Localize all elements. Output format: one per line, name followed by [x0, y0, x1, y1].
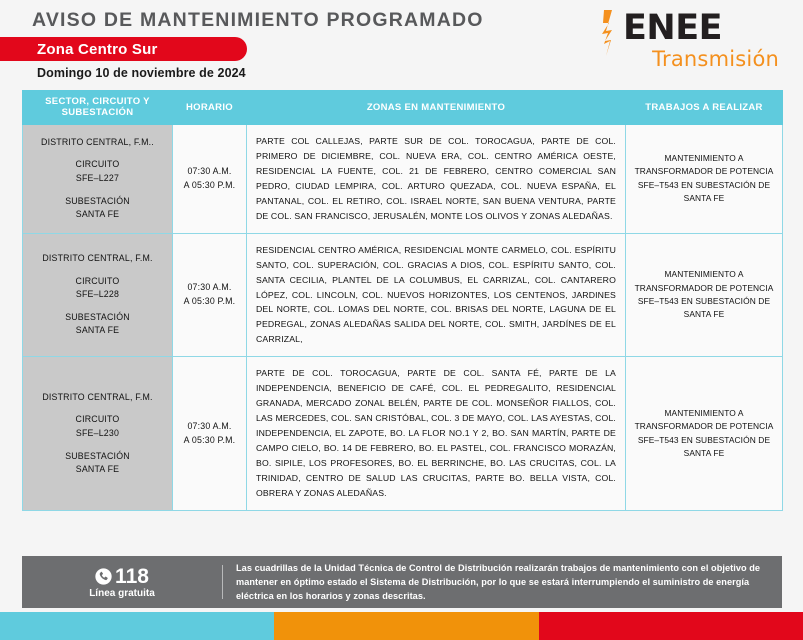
sector-district: DISTRITO CENTRAL, F.M.. [41, 136, 154, 147]
zone-badge-label: Zona Centro Sur [37, 40, 158, 58]
sector-subestacion-value: SANTA FE [75, 464, 120, 475]
footer-bar [22, 556, 782, 608]
sector-subestacion-label: SUBESTACIÓN [65, 195, 130, 206]
horario-end: A 05:30 P.M. [183, 434, 236, 445]
logo-main-row [599, 10, 779, 50]
notice-date: Domingo 10 de noviembre de 2024 [37, 66, 246, 80]
sector-subestacion-value: SANTA FE [75, 209, 120, 220]
logo-subtitle: Transmisión [652, 47, 779, 71]
spacer [29, 302, 166, 311]
sector-circuito-value: SFE–L227 [75, 172, 120, 183]
sector-district: DISTRITO CENTRAL, F.M. [42, 252, 153, 263]
column-header-horario: HORARIO [173, 91, 247, 125]
sector-circuito-label: CIRCUITO [75, 275, 120, 286]
table-row [23, 124, 783, 233]
spacer [29, 186, 166, 195]
enee-logo [599, 10, 779, 78]
hotline-block [22, 566, 222, 599]
color-band-orange [274, 612, 539, 640]
horario-end: A 05:30 P.M. [183, 179, 236, 190]
horario-start: 07:30 A.M. [187, 421, 232, 432]
table-row [23, 357, 783, 511]
sector-subestacion-value: SANTA FE [75, 325, 120, 336]
sector-circuito-label: CIRCUITO [75, 159, 120, 170]
sector-subestacion-label: SUBESTACIÓN [65, 450, 130, 461]
cell-horario [173, 357, 247, 511]
spacer [29, 404, 166, 413]
spacer [29, 266, 166, 275]
sector-circuito-value: SFE–L230 [75, 427, 120, 438]
page-title: AVISO DE MANTENIMIENTO PROGRAMADO [32, 9, 484, 31]
horario-end: A 05:30 P.M. [183, 295, 236, 306]
table-head [23, 91, 783, 125]
logo-name: ENEE [623, 8, 723, 48]
table-body [23, 124, 783, 510]
color-band-cyan [0, 612, 274, 640]
footer-note: Las cuadrillas de la Unidad Técnica de Control de Distribución realizarán trabajos de mantenimiento con el objetivo de mantener en óptimo estado el Sistema de Distribución, por lo que se estará interrumpiendo el suministro de energía eléctrica en los horarios y zonas descritas. [236, 562, 761, 602]
hotline-caption: Línea gratuita [89, 587, 155, 599]
cell-trabajos: MANTENIMIENTO A TRANSFORMADOR DE POTENCIA SFE–T543 EN SUBESTACIÓN DE SANTA FE [626, 233, 783, 357]
cell-trabajos: MANTENIMIENTO A TRANSFORMADOR DE POTENCIA SFE–T543 EN SUBESTACIÓN DE SANTA FE [626, 357, 783, 511]
maintenance-table-wrapper [22, 90, 782, 511]
horario-start: 07:30 A.M. [187, 282, 232, 293]
zone-badge [0, 37, 247, 61]
sector-district: DISTRITO CENTRAL, F.M. [42, 391, 153, 402]
cell-zonas: RESIDENCIAL CENTRO AMÉRICA, RESIDENCIAL MONTE CARMELO, COL. ESPÍRITU SANTO, COL. SUPERACIÓN, COL. GRACIAS A DIOS, COL. ESPÍRITU SANTO, COL. SANTA CECILIA, PLANTEL DE LA COLUMBUS, EL CARRIZAL, COL. CANTARERO LÓPEZ, COL. LINCOLN, COL. NUEVOS HORIZONTES, LOS CENTENOS, JARDINES DEL NORTE, COL. LOMAS DEL NORTE, COL. BRISAS DEL NORTE, LAGUNA DE EL PEDREGAL, ZONAS ALEDAÑAS SALIDA DEL NORTE, COL. SMITH, JARDÍNES DE EL CARRIZAL, [247, 233, 626, 357]
column-header-zonas: ZONAS EN MANTENIMIENTO [247, 91, 626, 125]
cell-sector [23, 233, 173, 357]
phone-icon [95, 568, 112, 585]
sector-circuito-label: CIRCUITO [75, 414, 120, 425]
maintenance-table [22, 90, 783, 511]
sector-circuito-value: SFE–L228 [75, 289, 120, 300]
lightning-bolt-icon [599, 10, 621, 56]
sector-subestacion-label: SUBESTACIÓN [65, 311, 130, 322]
cell-zonas: PARTE COL CALLEJAS, PARTE SUR DE COL. TOROCAGUA, PARTE DE COL. PRIMERO DE DICIEMBRE, COL. NUEVA ERA, COL. CENTRO AMÉRICA OESTE, RESIDENCIAL LA FUENTE, COL. 21 DE FEBRERO, CENTRO COMERCIAL SAN PEDRO, CIUDAD LEMPIRA, COL. ARTURO QUEZADA, COL. NUEVA ESPAÑA, EL PANTANAL, COL. EL RETIRO, COL. ISRAEL NORTE, SAN BUENA VENTURA, PARTE DE COL. SAN FRANCISCO, JERUSALÉN, MONTE LOS OLIVOS Y ZONAS ALEDAÑAS. [247, 124, 626, 233]
horario-start: 07:30 A.M. [187, 166, 232, 177]
table-row [23, 233, 783, 357]
cell-sector [23, 357, 173, 511]
cell-sector [23, 124, 173, 233]
hotline-number: 118 [115, 564, 149, 588]
cell-zonas: PARTE DE COL. TOROCAGUA, PARTE DE COL. SANTA FÉ, PARTE DE LA INDEPENDENCIA, BENEFICIO DE CAFÉ, COL. EL PEDREGALITO, RESIDENCIAL GRANADA, MERCADO ZONAL BELÉN, PARTE DE COL. MONSEÑOR FIALLOS, COL. LAS MERCEDES, COL. SAN CRISTÓBAL, COL. 3 DE MAYO, COL. LAS AYESTAS, COL. INDEPENDENCIA, EL ZAPOTE, BO. LA FLOR NO.1 Y 2, BO. SAN MARTÍN, PARTE DE CAMPO CIELO, BO. 14 DE FEBRERO, BO. EL PASTEL, COL. FRANCISCO MORAZÁN, BO. SIPILE, LOS PROFESORES, BO. EL BERRINCHE, BO. LAS CRUCITAS, COL. LA TRINIDAD, CENTRO DE SALUD LAS CRUCITAS, PARTE BO. BELLA VISTA, COL. OBRERA Y ZONAS ALEDAÑAS. [247, 357, 626, 511]
cell-horario [173, 124, 247, 233]
column-header-sector: SECTOR, CIRCUITO Y SUBESTACIÓN [23, 91, 173, 125]
color-band-red [539, 612, 803, 640]
cell-trabajos: MANTENIMIENTO A TRANSFORMADOR DE POTENCIA SFE–T543 EN SUBESTACIÓN DE SANTA FE [626, 124, 783, 233]
table-header-row [23, 91, 783, 125]
spacer [29, 149, 166, 158]
bottom-color-bar [0, 612, 803, 640]
spacer [29, 441, 166, 450]
hotline-number-row [95, 566, 149, 587]
cell-horario [173, 233, 247, 357]
column-header-trabajos: TRABAJOS A REALIZAR [626, 91, 783, 125]
